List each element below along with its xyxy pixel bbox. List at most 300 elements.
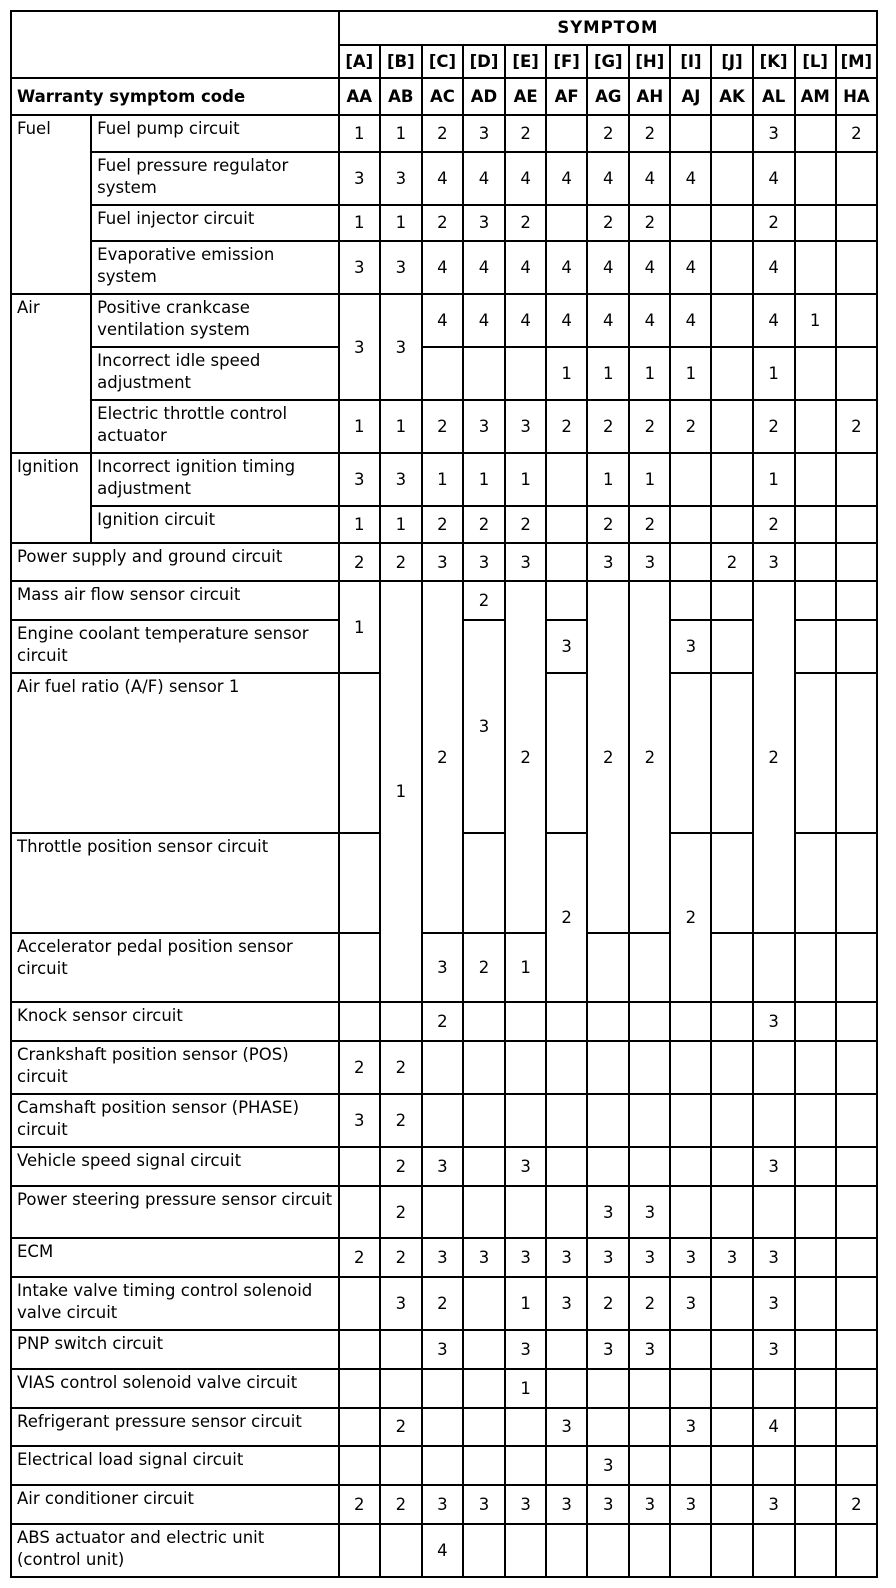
cell-value bbox=[587, 1524, 629, 1577]
table-row bbox=[11, 1186, 877, 1239]
warranty-code-cell: AB bbox=[380, 78, 422, 115]
cell-value: 3 bbox=[422, 933, 463, 1002]
cell-value: 4 bbox=[463, 294, 505, 347]
cell-value: 3 bbox=[422, 1238, 463, 1277]
warranty-code-cell: AM bbox=[795, 78, 836, 115]
cell-value: 2 bbox=[380, 543, 422, 582]
warranty-code-cell: HA bbox=[836, 78, 877, 115]
cell-value: 1 bbox=[505, 453, 546, 506]
cell-value: 2 bbox=[339, 1041, 380, 1094]
cell-value: 4 bbox=[753, 1408, 795, 1447]
cell-value bbox=[670, 205, 711, 242]
cell-value: 3 bbox=[670, 1485, 711, 1524]
cell-value bbox=[587, 1408, 629, 1447]
header-row-codes bbox=[11, 78, 877, 115]
cell-value bbox=[795, 1147, 836, 1186]
cell-value bbox=[836, 205, 877, 242]
cell-value bbox=[670, 1094, 711, 1147]
cell-value: 4 bbox=[629, 241, 670, 294]
cell-value: 2 bbox=[505, 115, 546, 152]
cell-value bbox=[546, 1369, 587, 1408]
cell-value bbox=[670, 673, 711, 833]
cell-value: 3 bbox=[463, 543, 505, 582]
table-row bbox=[11, 1408, 877, 1447]
cell-value: 1 bbox=[380, 205, 422, 242]
cell-value: 2 bbox=[463, 581, 505, 620]
cell-value: 2 bbox=[587, 205, 629, 242]
cell-value: 2 bbox=[505, 581, 546, 932]
cell-value bbox=[380, 1446, 422, 1485]
cell-value bbox=[546, 543, 587, 582]
cell-value bbox=[339, 1147, 380, 1186]
row-label: ECM bbox=[11, 1238, 339, 1277]
cell-value bbox=[795, 1485, 836, 1524]
cell-value bbox=[711, 400, 752, 453]
cell-value bbox=[711, 1186, 752, 1239]
cell-value bbox=[836, 347, 877, 400]
cell-value bbox=[670, 1369, 711, 1408]
cell-value bbox=[711, 673, 752, 833]
cell-value bbox=[753, 1369, 795, 1408]
cell-value: 3 bbox=[711, 1238, 752, 1277]
table-row bbox=[11, 581, 877, 620]
cell-value: 1 bbox=[505, 1369, 546, 1408]
table-row bbox=[11, 1277, 877, 1330]
cell-value: 3 bbox=[587, 1330, 629, 1369]
cell-value bbox=[546, 1330, 587, 1369]
cell-value: 3 bbox=[546, 1238, 587, 1277]
cell-value bbox=[670, 543, 711, 582]
cell-value bbox=[670, 1186, 711, 1239]
cell-value bbox=[711, 241, 752, 294]
table-row bbox=[11, 1446, 877, 1485]
cell-value: 1 bbox=[339, 400, 380, 453]
cell-value bbox=[422, 1369, 463, 1408]
cell-value: 4 bbox=[753, 152, 795, 205]
row-label: PNP switch circuit bbox=[11, 1330, 339, 1369]
cell-value bbox=[629, 1041, 670, 1094]
cell-value: 3 bbox=[546, 1485, 587, 1524]
cell-value: 2 bbox=[753, 506, 795, 543]
cell-value bbox=[836, 933, 877, 1002]
cell-value: 2 bbox=[339, 543, 380, 582]
cell-value bbox=[670, 115, 711, 152]
row-label: Air fuel ratio (A/F) sensor 1 bbox=[11, 673, 339, 833]
cell-value bbox=[753, 1446, 795, 1485]
warranty-code-label: Warranty symptom code bbox=[11, 78, 339, 115]
cell-value bbox=[587, 933, 629, 1002]
cell-value bbox=[836, 1147, 877, 1186]
cell-value: 3 bbox=[753, 1238, 795, 1277]
cell-value bbox=[546, 453, 587, 506]
table-row bbox=[11, 506, 877, 543]
cell-value bbox=[711, 1041, 752, 1094]
table-row bbox=[11, 1369, 877, 1408]
cell-value bbox=[836, 294, 877, 347]
cell-value bbox=[422, 1408, 463, 1447]
row-label: Fuel injector circuit bbox=[91, 205, 339, 242]
cell-value bbox=[753, 933, 795, 1002]
cell-value: 2 bbox=[836, 1485, 877, 1524]
cell-value bbox=[629, 1408, 670, 1447]
cell-value bbox=[711, 581, 752, 620]
table-row bbox=[11, 152, 877, 205]
cell-value: 3 bbox=[463, 115, 505, 152]
cell-value: 1 bbox=[670, 347, 711, 400]
cell-value: 3 bbox=[463, 1485, 505, 1524]
cell-value bbox=[670, 453, 711, 506]
cell-value bbox=[505, 1524, 546, 1577]
cell-value: 3 bbox=[670, 1277, 711, 1330]
warranty-code-cell: AA bbox=[339, 78, 380, 115]
cell-value bbox=[836, 1277, 877, 1330]
cell-value: 2 bbox=[339, 1238, 380, 1277]
symptom-matrix-table bbox=[10, 10, 878, 1578]
cell-value: 3 bbox=[587, 1186, 629, 1239]
symptom-header-cell: [F] bbox=[546, 45, 587, 79]
cell-value: 4 bbox=[505, 241, 546, 294]
cell-value bbox=[836, 1524, 877, 1577]
cell-value: 4 bbox=[422, 152, 463, 205]
cell-value bbox=[587, 1094, 629, 1147]
cell-value: 3 bbox=[629, 543, 670, 582]
symptom-header-cell: [M] bbox=[836, 45, 877, 79]
cell-value: 3 bbox=[629, 1238, 670, 1277]
cell-value: 2 bbox=[753, 400, 795, 453]
row-label: Ignition circuit bbox=[91, 506, 339, 543]
cell-value bbox=[836, 581, 877, 620]
cell-value bbox=[546, 1147, 587, 1186]
cell-value bbox=[711, 152, 752, 205]
row-label: Engine coolant temperature sensor circuit bbox=[11, 620, 339, 673]
cell-value bbox=[795, 1330, 836, 1369]
row-label: Power supply and ground circuit bbox=[11, 543, 339, 582]
cell-value bbox=[339, 1524, 380, 1577]
cell-value bbox=[795, 152, 836, 205]
cell-value: 4 bbox=[422, 241, 463, 294]
cell-value: 3 bbox=[422, 1485, 463, 1524]
cell-value: 1 bbox=[422, 453, 463, 506]
cell-value bbox=[753, 1094, 795, 1147]
table-row bbox=[11, 1485, 877, 1524]
cell-value bbox=[339, 1408, 380, 1447]
cell-value bbox=[795, 115, 836, 152]
cell-value: 2 bbox=[380, 1408, 422, 1447]
row-label: Fuel pressure regulator system bbox=[91, 152, 339, 205]
cell-value: 1 bbox=[587, 347, 629, 400]
cell-value: 3 bbox=[753, 1147, 795, 1186]
cell-value: 3 bbox=[505, 1238, 546, 1277]
table-row bbox=[11, 453, 877, 506]
cell-value bbox=[422, 1446, 463, 1485]
cell-value: 2 bbox=[380, 1238, 422, 1277]
cell-value bbox=[711, 1002, 752, 1041]
cell-value bbox=[380, 1002, 422, 1041]
row-label: ABS actuator and electric unit (control unit) bbox=[11, 1524, 339, 1577]
row-label: Crankshaft position sensor (POS) circuit bbox=[11, 1041, 339, 1094]
cell-value: 4 bbox=[505, 152, 546, 205]
warranty-code-cell: AK bbox=[711, 78, 752, 115]
symptom-header-cell: [L] bbox=[795, 45, 836, 79]
cell-value bbox=[546, 1002, 587, 1041]
cell-value: 3 bbox=[753, 1330, 795, 1369]
cell-value: 3 bbox=[587, 543, 629, 582]
cell-value: 1 bbox=[380, 115, 422, 152]
cell-value: 3 bbox=[670, 1238, 711, 1277]
cell-value bbox=[836, 1094, 877, 1147]
cell-value bbox=[836, 241, 877, 294]
cell-value bbox=[670, 506, 711, 543]
cell-value bbox=[670, 1147, 711, 1186]
cell-value bbox=[836, 1369, 877, 1408]
cell-value bbox=[836, 1186, 877, 1239]
cell-value bbox=[795, 1041, 836, 1094]
table-row bbox=[11, 400, 877, 453]
cell-value bbox=[463, 1041, 505, 1094]
cell-value: 2 bbox=[422, 115, 463, 152]
cell-value: 1 bbox=[339, 205, 380, 242]
cell-value: 2 bbox=[546, 400, 587, 453]
cell-value bbox=[629, 933, 670, 1002]
cell-value bbox=[836, 1002, 877, 1041]
cell-value bbox=[795, 1186, 836, 1239]
cell-value bbox=[339, 1002, 380, 1041]
cell-value bbox=[711, 347, 752, 400]
cell-value: 3 bbox=[546, 1408, 587, 1447]
cell-value: 2 bbox=[629, 115, 670, 152]
row-label: Incorrect ignition timing adjustment bbox=[91, 453, 339, 506]
cell-value bbox=[836, 673, 877, 833]
cell-value: 3 bbox=[463, 205, 505, 242]
cell-value bbox=[463, 1186, 505, 1239]
cell-value: 2 bbox=[339, 1485, 380, 1524]
cell-value bbox=[711, 294, 752, 347]
cell-value bbox=[505, 1446, 546, 1485]
table-row bbox=[11, 1094, 877, 1147]
symptom-header-cell: [J] bbox=[711, 45, 752, 79]
cell-value bbox=[836, 543, 877, 582]
header-row-title bbox=[11, 11, 877, 45]
cell-value bbox=[546, 673, 587, 833]
cell-value: 2 bbox=[629, 506, 670, 543]
cell-value: 3 bbox=[546, 1277, 587, 1330]
cell-value: 2 bbox=[836, 115, 877, 152]
cell-value bbox=[463, 1369, 505, 1408]
cell-value: 3 bbox=[629, 1485, 670, 1524]
cell-value bbox=[711, 453, 752, 506]
cell-value: 2 bbox=[463, 506, 505, 543]
cell-value: 4 bbox=[463, 152, 505, 205]
cell-value bbox=[711, 833, 752, 933]
cell-value: 2 bbox=[380, 1147, 422, 1186]
table-row bbox=[11, 933, 877, 1002]
cell-value bbox=[711, 933, 752, 1002]
cell-value bbox=[795, 673, 836, 833]
cell-value: 4 bbox=[422, 1524, 463, 1577]
cell-value: 3 bbox=[753, 543, 795, 582]
cell-value bbox=[795, 933, 836, 1002]
cell-value bbox=[422, 347, 463, 400]
cell-value bbox=[795, 205, 836, 242]
cell-value bbox=[795, 1002, 836, 1041]
cell-value bbox=[795, 1277, 836, 1330]
cell-value: 3 bbox=[339, 241, 380, 294]
cell-value: 1 bbox=[339, 506, 380, 543]
cell-value: 2 bbox=[670, 400, 711, 453]
cell-value: 3 bbox=[546, 620, 587, 673]
cell-value bbox=[836, 152, 877, 205]
cell-value bbox=[795, 543, 836, 582]
cell-value bbox=[339, 933, 380, 1002]
cell-value: 3 bbox=[380, 453, 422, 506]
cell-value bbox=[546, 1524, 587, 1577]
cell-value: 4 bbox=[753, 294, 795, 347]
row-label: Vehicle speed signal circuit bbox=[11, 1147, 339, 1186]
cell-value bbox=[795, 347, 836, 400]
cell-value bbox=[463, 1147, 505, 1186]
warranty-code-cell: AD bbox=[463, 78, 505, 115]
symptom-title: SYMPTOM bbox=[339, 11, 877, 45]
table-row bbox=[11, 1002, 877, 1041]
cell-value bbox=[795, 1238, 836, 1277]
cell-value: 3 bbox=[587, 1485, 629, 1524]
cell-value bbox=[505, 1002, 546, 1041]
row-label: Intake valve timing control solenoid valve circuit bbox=[11, 1277, 339, 1330]
cell-value: 3 bbox=[339, 453, 380, 506]
cell-value bbox=[339, 833, 380, 933]
cell-value: 4 bbox=[463, 241, 505, 294]
cell-value bbox=[546, 205, 587, 242]
cell-value bbox=[795, 620, 836, 673]
cell-value bbox=[795, 241, 836, 294]
cell-value bbox=[629, 1147, 670, 1186]
cell-value: 3 bbox=[505, 1485, 546, 1524]
row-label: Throttle position sensor circuit bbox=[11, 833, 339, 933]
cell-value bbox=[795, 833, 836, 933]
cell-value bbox=[711, 1330, 752, 1369]
cell-value: 3 bbox=[587, 1238, 629, 1277]
cell-value: 3 bbox=[422, 543, 463, 582]
cell-value: 2 bbox=[505, 205, 546, 242]
row-label: Electrical load signal circuit bbox=[11, 1446, 339, 1485]
cell-value bbox=[339, 673, 380, 833]
cell-value: 1 bbox=[753, 453, 795, 506]
cell-value: 3 bbox=[505, 400, 546, 453]
warranty-code-cell: AJ bbox=[670, 78, 711, 115]
cell-value bbox=[505, 1094, 546, 1147]
cell-value: 4 bbox=[422, 294, 463, 347]
cell-value bbox=[546, 1186, 587, 1239]
cell-value: 3 bbox=[339, 152, 380, 205]
cell-value bbox=[629, 1002, 670, 1041]
row-label: Accelerator pedal position sensor circuit bbox=[11, 933, 339, 1002]
cell-value: 1 bbox=[795, 294, 836, 347]
cell-value: 2 bbox=[587, 400, 629, 453]
cell-value: 2 bbox=[422, 400, 463, 453]
cell-value: 3 bbox=[339, 294, 380, 400]
cell-value bbox=[339, 1330, 380, 1369]
cell-value bbox=[795, 400, 836, 453]
cell-value bbox=[670, 581, 711, 620]
row-label: Camshaft position sensor (PHASE) circuit bbox=[11, 1094, 339, 1147]
cell-value: 2 bbox=[380, 1485, 422, 1524]
category-air: Air bbox=[11, 294, 91, 453]
row-label: Fuel pump circuit bbox=[91, 115, 339, 152]
cell-value: 4 bbox=[670, 152, 711, 205]
cell-value bbox=[463, 347, 505, 400]
cell-value: 4 bbox=[587, 294, 629, 347]
cell-value: 1 bbox=[629, 347, 670, 400]
cell-value bbox=[629, 1094, 670, 1147]
row-label: Incorrect idle speed adjustment bbox=[91, 347, 339, 400]
cell-value: 1 bbox=[339, 581, 380, 673]
cell-value: 2 bbox=[422, 205, 463, 242]
cell-value bbox=[836, 506, 877, 543]
cell-value bbox=[587, 1369, 629, 1408]
cell-value: 2 bbox=[629, 205, 670, 242]
symptom-header-cell: [C] bbox=[422, 45, 463, 79]
cell-value: 3 bbox=[339, 1094, 380, 1147]
cell-value: 4 bbox=[753, 241, 795, 294]
cell-value: 4 bbox=[587, 241, 629, 294]
cell-value bbox=[380, 1524, 422, 1577]
table-row bbox=[11, 205, 877, 242]
cell-value: 2 bbox=[629, 581, 670, 932]
cell-value bbox=[711, 1094, 752, 1147]
cell-value: 3 bbox=[380, 241, 422, 294]
cell-value bbox=[505, 1186, 546, 1239]
cell-value bbox=[836, 1238, 877, 1277]
cell-value bbox=[546, 506, 587, 543]
row-label: VIAS control solenoid valve circuit bbox=[11, 1369, 339, 1408]
table-row bbox=[11, 1524, 877, 1577]
cell-value bbox=[670, 1002, 711, 1041]
cell-value bbox=[546, 1094, 587, 1147]
cell-value: 3 bbox=[505, 1147, 546, 1186]
cell-value: 1 bbox=[380, 506, 422, 543]
cell-value: 2 bbox=[546, 833, 587, 1002]
cell-value: 1 bbox=[380, 400, 422, 453]
cell-value: 3 bbox=[463, 620, 505, 833]
symptom-header-cell: [B] bbox=[380, 45, 422, 79]
cell-value: 1 bbox=[505, 933, 546, 1002]
cell-value: 2 bbox=[505, 506, 546, 543]
cell-value: 4 bbox=[670, 241, 711, 294]
cell-value bbox=[546, 581, 587, 620]
cell-value: 2 bbox=[587, 115, 629, 152]
warranty-code-cell: AH bbox=[629, 78, 670, 115]
cell-value bbox=[546, 115, 587, 152]
symptom-header-cell: [G] bbox=[587, 45, 629, 79]
cell-value bbox=[711, 115, 752, 152]
cell-value bbox=[587, 1147, 629, 1186]
cell-value: 2 bbox=[629, 400, 670, 453]
symptom-header-cell: [D] bbox=[463, 45, 505, 79]
category-ignition: Ignition bbox=[11, 453, 91, 543]
cell-value bbox=[836, 1446, 877, 1485]
cell-value bbox=[836, 1408, 877, 1447]
cell-value bbox=[795, 453, 836, 506]
table-row bbox=[11, 347, 877, 400]
cell-value bbox=[339, 1186, 380, 1239]
cell-value bbox=[505, 1041, 546, 1094]
cell-value: 1 bbox=[380, 581, 422, 1002]
cell-value bbox=[753, 1524, 795, 1577]
row-label: Power steering pressure sensor circuit bbox=[11, 1186, 339, 1239]
cell-value: 3 bbox=[753, 115, 795, 152]
table-row bbox=[11, 115, 877, 152]
cell-value: 2 bbox=[711, 543, 752, 582]
